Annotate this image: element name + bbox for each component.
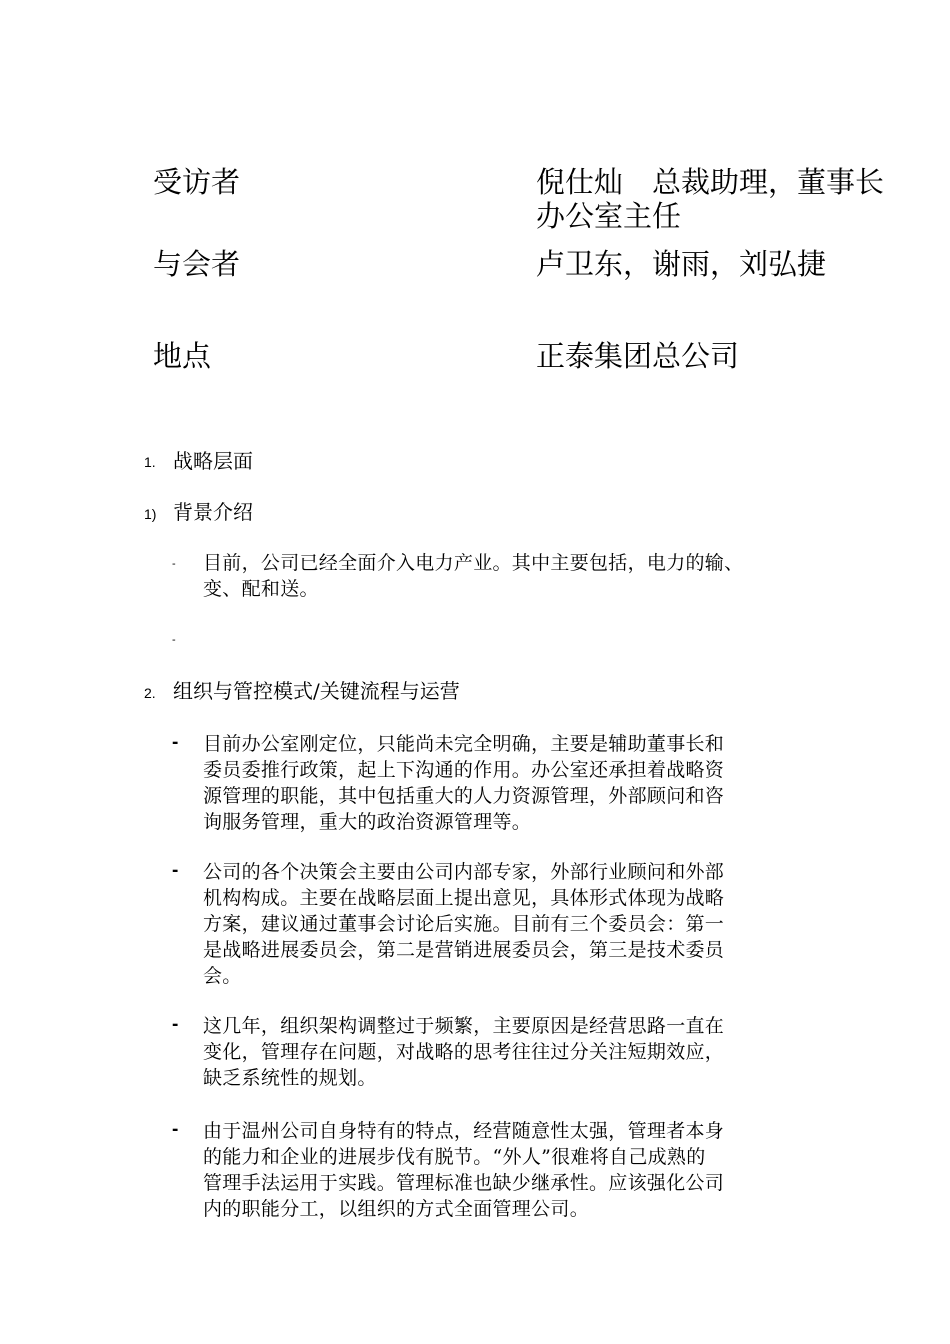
bullet-line: 目前办公室刚定位，只能尚未完全明确，主要是辅助董事长和 (203, 733, 725, 755)
bullet-line: 方案，建议通过董事会讨论后实施。目前有三个委员会：第一 (203, 913, 725, 935)
bullet-text (203, 550, 818, 602)
bullet-marker: - (172, 558, 176, 570)
bullet-line: 委员委推行政策，起上下沟通的作用。办公室还承担着战略资 (203, 759, 725, 781)
bullet-marker: - (172, 732, 179, 753)
section-title: 战略层面 (173, 449, 253, 473)
bullet-marker: - (172, 634, 176, 646)
bullet-line: 缺乏系统性的规划。 (203, 1067, 377, 1089)
bullet-marker: - (172, 1119, 179, 1140)
bullet-line: 变、配和送。 (203, 578, 319, 600)
section-number: 1. (144, 454, 156, 470)
interviewee-value-line1: 倪仕灿 总裁助理，董事长 (536, 165, 885, 199)
interviewee-label: 受访者 (153, 165, 241, 199)
interviewee-value (536, 165, 936, 233)
location-value: 正泰集团总公司 (536, 339, 740, 373)
bullet-line: 会。 (203, 965, 242, 987)
attendees-label: 与会者 (153, 247, 241, 281)
bullet-line: 询服务管理，重大的政治资源管理等。 (203, 811, 532, 833)
subsection-number: 1) (144, 506, 157, 522)
bullet-marker: - (172, 860, 179, 881)
bullet-line: 内的职能分工，以组织的方式全面管理公司。 (203, 1198, 590, 1220)
bullet-line: 变化，管理存在问题，对战略的思考往往过分关注短期效应， (203, 1041, 725, 1063)
bullet-text (203, 859, 818, 989)
bullet-text (203, 1118, 818, 1222)
bullet-line: 目前，公司已经全面介入电力产业。其中主要包括，电力的输、 (203, 552, 744, 574)
section-title: 组织与管控模式/关键流程与运营 (173, 679, 460, 703)
section-number: 2. (144, 685, 156, 701)
interviewee-value-line2: 办公室主任 (536, 199, 682, 233)
bullet-line: 管理手法运用于实践。管理标准也缺少继承性。应该强化公司 (203, 1172, 725, 1194)
bullet-text (203, 731, 818, 835)
bullet-marker: - (172, 1014, 179, 1035)
bullet-line: 机构构成。主要在战略层面上提出意见，具体形式体现为战略 (203, 887, 725, 909)
location-label: 地点 (153, 339, 212, 373)
bullet-text (203, 1013, 818, 1091)
bullet-line: 的能力和企业的进展步伐有脱节。“外人”很难将自己成熟的 (203, 1146, 706, 1168)
bullet-line: 由于温州公司自身特有的特点，经营随意性太强，管理者本身 (203, 1120, 725, 1142)
bullet-line: 这几年，组织架构调整过于频繁，主要原因是经营思路一直在 (203, 1015, 725, 1037)
subsection-title: 背景介绍 (173, 500, 253, 524)
attendees-value: 卢卫东，谢雨，刘弘捷 (536, 247, 827, 281)
bullet-line: 是战略进展委员会，第二是营销进展委员会，第三是技术委员 (203, 939, 725, 961)
bullet-line: 源管理的职能，其中包括重大的人力资源管理，外部顾问和咨 (203, 785, 725, 807)
bullet-line: 公司的各个决策会主要由公司内部专家，外部行业顾问和外部 (203, 861, 725, 883)
